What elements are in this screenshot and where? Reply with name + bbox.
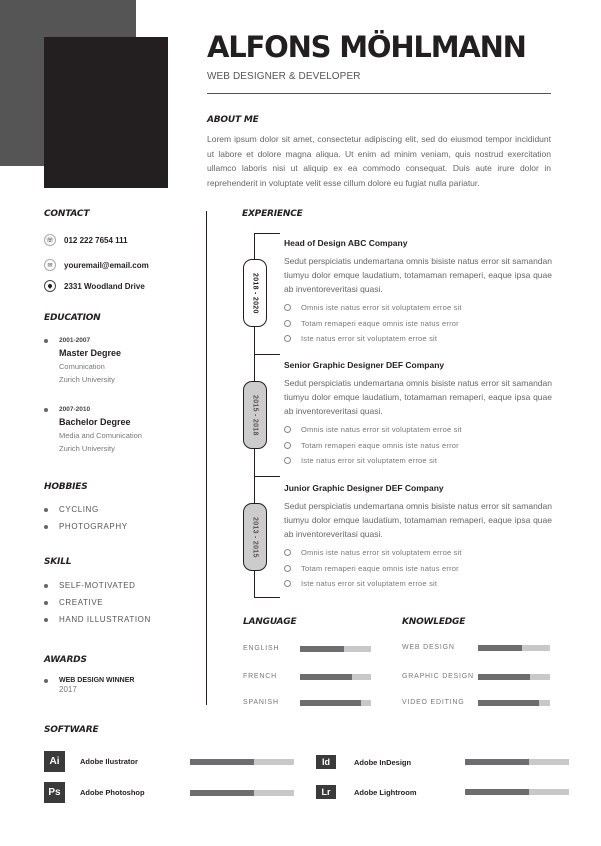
education-heading: EDUCATION — [44, 313, 101, 323]
job-bullet: Omnis iste natus error sit voluptatem erroe sit — [284, 422, 552, 438]
education-degree: Bachelor Degree — [59, 417, 131, 427]
period-pill — [243, 381, 267, 449]
hobby-label: PHOTOGRAPHY — [59, 522, 128, 531]
address-text: 2331 Woodland Drive — [64, 281, 145, 291]
phone-icon: ☏ — [44, 234, 56, 246]
award-title: WEB DESIGN WINNER — [59, 677, 135, 684]
timeline-tick — [254, 354, 280, 355]
job-entry — [284, 483, 552, 592]
awards-heading: AWARDS — [44, 655, 87, 665]
period-pill — [243, 503, 267, 571]
bullet-dot — [44, 601, 48, 605]
bullet-dot — [44, 408, 48, 412]
job-title: Junior Graphic Designer DEF Company — [284, 483, 444, 493]
phone-text: 012 222 7654 111 — [64, 235, 128, 245]
knowledge-heading: KNOWLEDGE — [402, 617, 466, 627]
hobby-label: CYCLING — [59, 505, 99, 514]
photoshop-icon: Ps — [44, 782, 65, 803]
skill-label: CREATIVE — [59, 598, 104, 607]
software-label: Adobe Ilustrator — [80, 757, 138, 766]
software-row — [316, 785, 569, 799]
mail-icon: ✉ — [44, 259, 56, 271]
language-row — [243, 645, 371, 652]
software-bar — [465, 759, 569, 765]
job-bullet: Totam remaperi eaque omnis iste natus error — [284, 561, 552, 577]
knowledge-label: WEB DESIGN — [402, 644, 455, 651]
job-description: Sedut perspiciatis undemartana omnis bisiste natus error sit samandan tiumyu dolor emque laudatium, totamaman remaperi, eaque ipsa quae ab inventoreveritasi quasi. — [284, 501, 552, 539]
bullet-dot — [44, 618, 48, 622]
header-divider — [207, 93, 551, 94]
job-entry — [284, 238, 552, 347]
job-bullet: Omnis iste natus error sit voluptatem erroe sit — [284, 300, 552, 316]
about-heading: ABOUT ME — [207, 115, 259, 125]
lightroom-icon: Lr — [316, 785, 336, 799]
illustrator-icon: Ai — [44, 751, 65, 772]
software-bar — [190, 790, 294, 796]
education-degree: Master Degree — [59, 348, 122, 358]
job-bullet: Iste natus error sit voluptatem erroe sit — [284, 576, 552, 592]
education-field: Media and Comunication — [59, 431, 142, 440]
timeline-tick — [254, 476, 280, 477]
bullet-dot — [44, 339, 48, 343]
software-heading: SOFTWARE — [44, 725, 99, 735]
hobby-item — [44, 505, 99, 514]
skill-item — [44, 615, 151, 624]
job-bullets — [284, 545, 552, 592]
knowledge-bar — [478, 674, 550, 680]
software-bar — [190, 759, 294, 765]
language-bar — [300, 700, 371, 706]
software-label: Adobe InDesign — [354, 757, 412, 767]
language-label: ENGLISH — [243, 645, 280, 652]
bullet-dot — [44, 679, 48, 683]
period-label: 2018 - 2020 — [251, 272, 259, 314]
job-bullets — [284, 300, 552, 347]
period-label: 2015 - 2018 — [251, 394, 259, 436]
candidate-role: WEB DESIGNER & DEVELOPER — [207, 71, 361, 82]
job-bullet: Omnis iste natus error sit voluptatem erroe sit — [284, 545, 552, 561]
knowledge-label: GRAPHIC DESIGN — [402, 673, 474, 680]
job-description: Sedut perspiciatis undemartana omnis bisiste natus error sit samandan tiumyu dolor emque laudatium, totamaman remaperi, eaque ipsa quae ab inventoreveritasi quasi. — [284, 256, 552, 294]
language-label: SPANISH — [243, 699, 279, 706]
bullet-dot — [44, 508, 48, 512]
knowledge-row — [402, 699, 550, 706]
education-item — [44, 337, 121, 384]
email-text[interactable]: youremail@email.com — [64, 260, 149, 270]
knowledge-row — [402, 644, 550, 651]
about-text: Lorem ipsum dolor sit amet, consectetur adipiscing elit, sed do eiusmod tempor incididunt ut labore et dolore magna aliqua. Ut enim ad minim veniam, quis nostrud exercitation ullamco laboris nisi ut aliquip ex ea commodo consequat. Duis aute irure dolor in reprehenderit in voluptate velit esse cillum dolore eu fugiat nulla pariatur. — [207, 134, 551, 188]
education-item — [44, 406, 142, 453]
award-item — [44, 677, 134, 694]
job-bullet: Iste natus error sit voluptatem erroe sit — [284, 453, 552, 469]
education-years: 2007-2010 — [59, 406, 91, 413]
education-years: 2001-2007 — [59, 337, 91, 344]
skill-item — [44, 581, 136, 590]
skill-label: SELF-MOTIVATED — [59, 581, 136, 590]
bullet-dot — [44, 525, 48, 529]
language-row — [243, 699, 371, 706]
job-bullet: Iste natus error sit voluptatem erroe sit — [284, 331, 552, 347]
software-label: Adobe Photoshop — [80, 788, 145, 797]
software-row — [44, 782, 294, 803]
job-bullets — [284, 422, 552, 469]
job-bullet: Totam remaperi eaque omnis iste natus error — [284, 316, 552, 332]
job-title: Head of Design ABC Company — [284, 238, 408, 248]
skill-item — [44, 598, 103, 607]
knowledge-bar — [478, 700, 550, 706]
timeline-tick — [254, 233, 280, 234]
software-label: Adobe Lightroom — [354, 787, 417, 797]
knowledge-bar — [478, 645, 550, 651]
language-label: FRENCH — [243, 673, 277, 680]
language-heading: LANGUAGE — [243, 617, 297, 627]
timeline-tick — [254, 597, 280, 598]
contact-email — [44, 259, 149, 271]
knowledge-row — [402, 673, 550, 680]
knowledge-label: VIDEO EDITING — [402, 699, 465, 706]
education-field: Comunication — [59, 362, 105, 371]
education-school: Zurich University — [59, 375, 115, 384]
skill-label: HAND ILLUSTRATION — [59, 615, 151, 624]
hobby-item — [44, 522, 128, 531]
hobbies-heading: HOBBIES — [44, 482, 88, 492]
period-pill — [243, 259, 267, 327]
profile-photo-placeholder — [44, 37, 168, 188]
education-school: Zurich University — [59, 444, 115, 453]
award-year: 2017 — [59, 685, 77, 694]
language-bar — [300, 646, 371, 652]
skill-heading: SKILL — [44, 557, 72, 567]
contact-phone — [44, 234, 128, 246]
contact-address — [44, 280, 145, 292]
job-title: Senior Graphic Designer DEF Company — [284, 360, 445, 370]
software-row — [44, 751, 294, 772]
experience-heading: EXPERIENCE — [242, 209, 303, 219]
candidate-name: ALFONS MÖHLMANN — [207, 30, 526, 64]
bullet-dot — [44, 584, 48, 588]
indesign-icon: Id — [316, 755, 336, 769]
software-bar — [465, 789, 569, 795]
software-row — [316, 755, 569, 769]
period-label: 2013 - 2015 — [251, 516, 259, 558]
column-divider — [206, 211, 207, 705]
job-bullet: Totam remaperi eaque omnis iste natus error — [284, 438, 552, 454]
job-description: Sedut perspiciatis undemartana omnis bisiste natus error sit samandan tiumyu dolor emque laudatium, totamaman remaperi, eaque ipsa quae ab inventoreveritasi quasi. — [284, 378, 552, 416]
language-row — [243, 673, 371, 680]
location-pin-icon — [44, 280, 56, 292]
language-bar — [300, 674, 371, 680]
job-entry — [284, 360, 552, 469]
contact-heading: CONTACT — [44, 209, 90, 219]
